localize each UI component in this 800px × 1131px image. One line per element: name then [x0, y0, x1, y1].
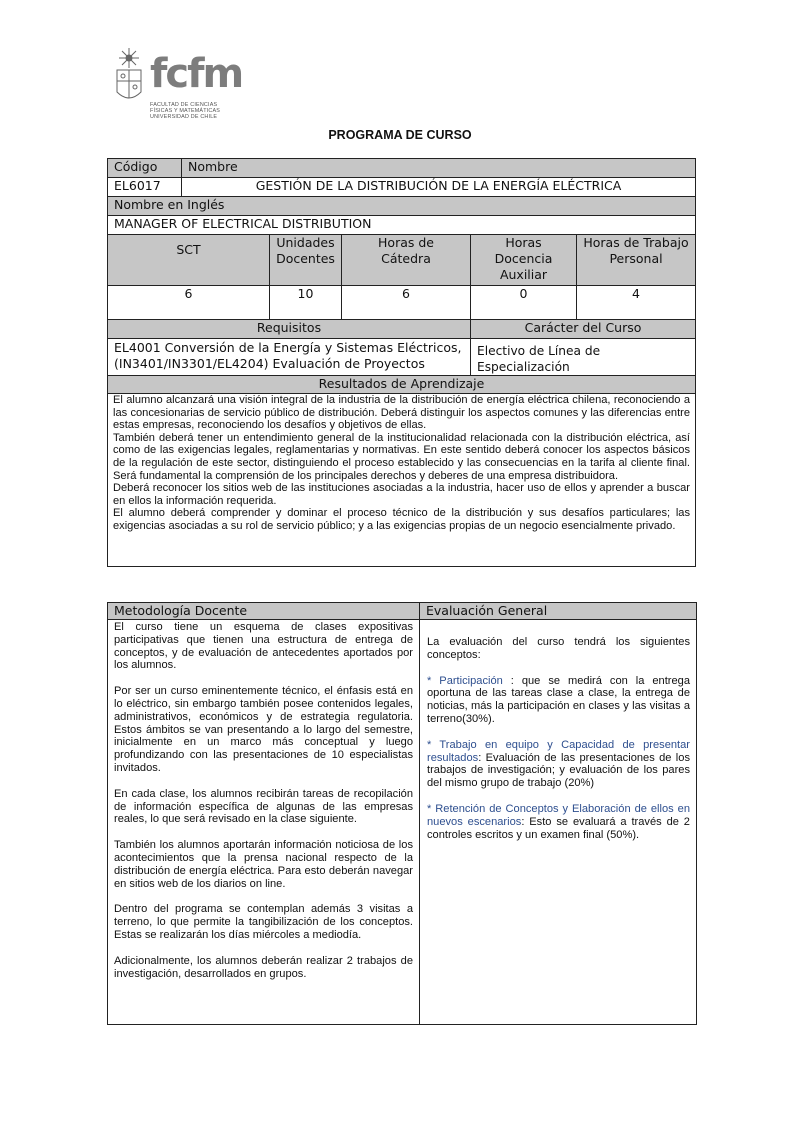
evaluacion-item: * Trabajo en equipo y Capacidad de presentar resultados: Evaluación de las presentaciones de los trabajos de investigación; y evaluación de los pares del mismo grupo de trabajo (20%) — [427, 738, 690, 790]
resultados-text: El alumno alcanzará una visión integral de la industria de la distribución de energía eléctrica chilena, reconociendo a las concesionarias de servicio público de distribución. Deberá distinguir los aspectos comunes y las diferencias entre estas empresas, reconociendo los desafíos y objetivos de ellas. También deberá tener un entendimiento general de la institucionalidad relacionada con la distribución eléctrica, así como de las exigencias legales, reglamentarias y normativas. En este sentido deberá conocer los aspectos básicos de la regulación de este sector, distinguiendo el proceso establecido y las consecuencias en la tarifa al cliente final. Será fundamental la comprensión de los principales derechos y deberes de una empresa distribuidora. Deberá reconocer los sitios web de las instituciones asociadas a la industria, hacer uso de ellos y aprender a buscar en ellos la información requerida. El alumno deberá comprender y dominar el proceso técnico de la distribución y sus desafíos particulares; las exigencias asociadas a su rol de servicio público; y a las exigencias propias de un negocio esencialmente privado. — [108, 394, 696, 567]
personal-hours-value: 4 — [577, 286, 696, 320]
caracter-value: Electivo de Línea de Especialización — [471, 339, 696, 376]
sct-label: SCT — [108, 235, 270, 286]
units-value: 10 — [270, 286, 342, 320]
course-name: GESTIÓN DE LA DISTRIBUCIÓN DE LA ENERGÍA ELÉCTRICA — [182, 178, 696, 197]
evaluacion-text — [420, 620, 697, 1025]
evaluacion-label: Evaluación General — [420, 603, 697, 620]
course-info-table — [107, 158, 696, 567]
faculty-logo — [112, 46, 243, 128]
aux-hours-value: 0 — [471, 286, 577, 320]
resultados-label: Resultados de Aprendizaje — [108, 376, 696, 394]
metodologia-text: El curso tiene un esquema de clases expositivas participativas que tienen una estructura de entrega de conceptos, y de evaluación de antecedentes aportados por los alumnos. Por ser un curso eminentemente técnico, el énfasis está en lo eléctrico, sin embargo también posee contenidos legales, administrativos, económicos y de estrategia regulatoria. Estos ámbitos se van presentando a lo largo del semestre, inicialmente en un marco más conceptual y luego profundizando con las presentaciones de 10 especialistas invitados. En cada clase, los alumnos recibirán tareas de recopilación de información específica de algunas de las empresas reales, lo que será revisado en la clase siguiente. También los alumnos aportarán información noticiosa de los acontecimientos que la prensa nacional respecto de la distribución de energía eléctrica. Para esto deberán navegar en sitios web de los diarios on line. Dentro del programa se contemplan además 3 visitas a terreno, lo que permite la tangibilización de los conceptos. Estas se realizarán los días miércoles a mediodía. Adicionalmente, los alumnos deberán realizar 2 trabajos de investigación, desarrollados en grupos. — [108, 620, 420, 1025]
methodology-evaluation-table — [107, 602, 697, 1025]
personal-hours-label: Horas de Trabajo Personal — [577, 235, 696, 286]
english-name: MANAGER OF ELECTRICAL DISTRIBUTION — [108, 216, 696, 235]
name-label: Nombre — [182, 159, 696, 178]
university-seal-icon — [112, 46, 146, 106]
units-label: Unidades Docentes — [270, 235, 342, 286]
metodologia-label: Metodología Docente — [108, 603, 420, 620]
code-label: Código — [108, 159, 182, 178]
evaluacion-item: * Participación : que se medirá con la entrega oportuna de las tareas clase a clase, la entrega de noticias, más la participación en clases y las visitas a terreno(30%). — [427, 674, 690, 725]
caracter-label: Carácter del Curso — [471, 320, 696, 339]
course-code: EL6017 — [108, 178, 182, 197]
logo-wordmark: fcfm — [150, 51, 243, 97]
requisitos-value: EL4001 Conversión de la Energía y Sistemas Eléctricos, (IN3401/IN3301/EL4204) Evaluación de Proyectos — [108, 339, 471, 376]
lecture-hours-value: 6 — [342, 286, 471, 320]
english-name-label: Nombre en Inglés — [108, 197, 696, 216]
aux-hours-label: Horas Docencia Auxiliar — [471, 235, 577, 286]
evaluacion-intro: La evaluación del curso tendrá los siguientes conceptos: — [427, 636, 690, 661]
sct-value: 6 — [108, 286, 270, 320]
logo-subtitle: FACULTAD DE CIENCIAS FÍSICAS Y MATEMÁTICAS UNIVERSIDAD DE CHILE — [150, 102, 221, 120]
page-title: PROGRAMA DE CURSO — [328, 128, 472, 142]
requisitos-label: Requisitos — [108, 320, 471, 339]
evaluacion-item: * Retención de Conceptos y Elaboración de ellos en nuevos escenarios: Esto se evaluará a través de 2 controles escritos y un examen final (50%). — [427, 802, 690, 841]
lecture-hours-label: Horas de Cátedra — [342, 235, 471, 286]
